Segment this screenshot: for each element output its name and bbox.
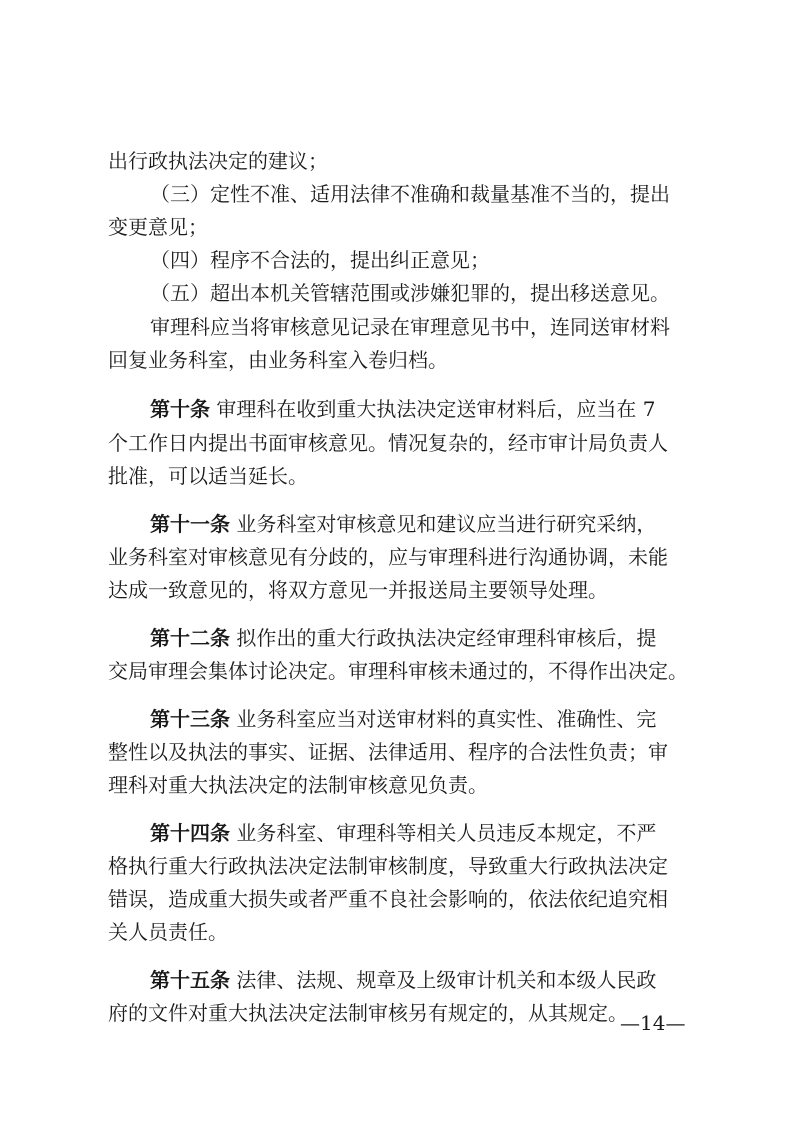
body-line: 交局审理会集体讨论决定。审理科审核未通过的，不得作出决定。 — [108, 659, 688, 683]
article-15-line — [150, 967, 656, 993]
body-line: 关人员责任。 — [108, 920, 228, 944]
body-line: （三）定性不准、适用法律不准确和裁量基准不当的，提出 — [150, 182, 670, 206]
article-text: 业务科室、审理科等相关人员违反本规定，不严 — [236, 821, 657, 845]
article-11-line — [150, 511, 656, 537]
body-line: 回复业务科室，由业务科室入卷归档。 — [108, 348, 448, 372]
body-line: 变更意见； — [108, 215, 208, 239]
body-line: 府的文件对重大执法决定法制审核另有规定的，从其规定。 — [108, 1001, 628, 1025]
body-line: 格执行重大行政执法决定法制审核制度，导致重大行政执法决定 — [108, 854, 668, 878]
article-heading: 第十条 — [150, 397, 210, 421]
article-heading: 第十三条 — [150, 707, 230, 731]
article-14-line — [150, 820, 656, 846]
body-line: 整性以及执法的事实、证据、法律适用、程序的合法性负责；审 — [108, 740, 668, 764]
page-number: —14— — [620, 1011, 686, 1035]
article-heading: 第十五条 — [150, 968, 230, 992]
body-line: 出行政执法决定的建议； — [108, 149, 328, 173]
article-text: 审理科在收到重大执法决定送审材料后，应当在 7 — [216, 397, 656, 421]
body-line: （四）程序不合法的，提出纠正意见； — [150, 248, 490, 272]
article-text: 业务科室对审核意见和建议应当进行研究采纳， — [236, 512, 657, 536]
article-13-line — [150, 706, 656, 732]
article-heading: 第十四条 — [150, 821, 230, 845]
article-heading: 第十二条 — [150, 626, 230, 650]
article-10-line — [150, 396, 655, 422]
article-heading: 第十一条 — [150, 512, 230, 536]
body-line: 错误，造成重大损失或者严重不良社会影响的，依法依纪追究相 — [108, 887, 668, 911]
article-text: 拟作出的重大行政执法决定经审理科审核后，提 — [236, 626, 657, 650]
body-line: 批准，可以适当延长。 — [108, 464, 308, 488]
body-line: 审理科应当将审核意见记录在审理意见书中，连同送审材料 — [150, 315, 670, 339]
article-text: 法律、法规、规章及上级审计机关和本级人民政 — [236, 968, 657, 992]
body-line: 业务科室对审核意见有分歧的，应与审理科进行沟通协调，未能 — [108, 545, 668, 569]
article-12-line — [150, 625, 656, 651]
body-line: 理科对重大执法决定的法制审核意见负责。 — [108, 773, 488, 797]
body-line: 达成一致意见的，将双方意见一并报送局主要领导处理。 — [108, 578, 608, 602]
body-line: （五）超出本机关管辖范围或涉嫌犯罪的，提出移送意见。 — [150, 281, 670, 305]
body-line: 个工作日内提出书面审核意见。情况复杂的，经市审计局负责人 — [108, 431, 668, 455]
article-text: 业务科室应当对送审材料的真实性、准确性、完 — [236, 707, 657, 731]
